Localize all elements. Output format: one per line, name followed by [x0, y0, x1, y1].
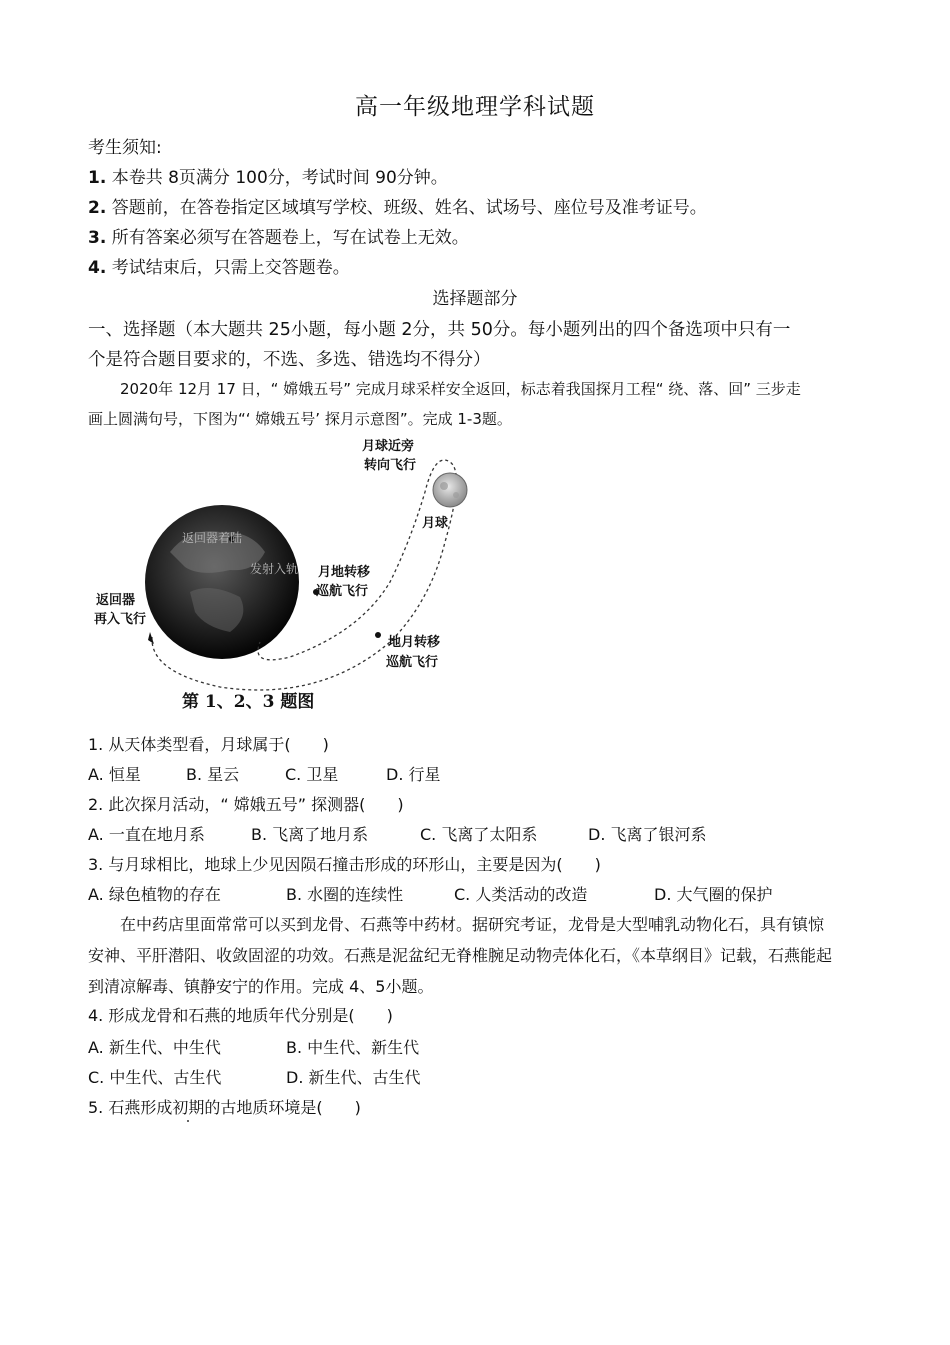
label-moon-earth-1: 月地转移 [318, 565, 371, 580]
notice-item-text: 本卷共 8页满分 100分，考试时间 90分钟。 [106, 168, 448, 188]
q4-option-d: D. 新生代、古生代 [286, 1068, 421, 1087]
notice-item-text: 答题前，在答卷指定区域填写学校、班级、姓名、试场号、座位号及准考证号。 [106, 198, 707, 218]
page-speck [187, 1120, 189, 1122]
label-launch: 发射入轨 [250, 562, 299, 576]
passage2-line2: 安神、平肝潜阳、收敛固涩的功效。石燕是泥盆纪无脊椎腕足动物壳体化石，《本草纲目》记载，石燕能起 [88, 946, 833, 965]
moon-crater [453, 492, 459, 498]
label-reentry-1: 返回器 [96, 593, 136, 608]
notice-item-4 [88, 253, 350, 278]
q1-option-b: B. 星云 [186, 765, 240, 784]
q3-option-b: B. 水圈的连续性 [286, 885, 404, 904]
change5-mission-diagram [90, 432, 490, 722]
q3-option-a: A. 绿色植物的存在 [88, 885, 221, 904]
q4-option-a: A. 新生代、中生代 [88, 1038, 221, 1057]
label-earth-moon-2: 巡航飞行 [386, 655, 439, 670]
label-moon-near-1: 月球近旁 [362, 439, 415, 454]
question-4-stem: 4. 形成龙骨和石燕的地质年代分别是( ) [88, 1006, 393, 1025]
question-2-stem: 2. 此次探月活动，“ 嫦娥五号” 探测器( ) [88, 795, 404, 814]
trajectory-arrow [148, 632, 154, 644]
label-moon: 月球 [422, 516, 449, 531]
label-moon-near-2: 转向飞行 [364, 458, 417, 473]
notice-item-number: 4. [88, 258, 107, 278]
notice-heading: 考生须知: [88, 138, 162, 158]
passage1-line1: 2020年 12月 17 日，“ 嫦娥五号” 完成月球采样安全返回，标志着我国探月工程“ 绕、落、回” 三步走 [120, 380, 801, 398]
notice-item-text: 考试结束后，只需上交答题卷。 [106, 258, 350, 278]
q2-option-b: B. 飞离了地月系 [251, 825, 369, 844]
q3-option-d: D. 大气圈的保护 [654, 885, 773, 904]
q1-option-a: A. 恒星 [88, 765, 141, 784]
q4-option-b: B. 中生代、新生代 [286, 1038, 420, 1057]
passage2-line3: 到清凉解毒、镇静安宁的作用。完成 4、5小题。 [88, 977, 434, 996]
notice-item-text: 所有答案必须写在答题卷上，写在试卷上无效。 [106, 228, 469, 248]
q1-option-c: C. 卫星 [285, 765, 339, 784]
q1-option-d: D. 行星 [386, 765, 441, 784]
part1-instruction-line2: 个是符合题目要求的，不选、多选、错选均不得分） [88, 350, 491, 370]
q3-option-c: C. 人类活动的改造 [454, 885, 588, 904]
notice-item-3 [88, 223, 469, 248]
notice-item-1 [88, 163, 448, 188]
notice-item-number: 3. [88, 228, 107, 248]
notice-item-number: 1. [88, 168, 107, 188]
moon-globe [433, 473, 467, 507]
label-reentry-2: 再入飞行 [94, 612, 147, 627]
figure-caption: 第 1、2、3 题图 [182, 692, 315, 712]
label-landing: 返回器着陆 [182, 531, 243, 545]
label-moon-earth-2: 巡航飞行 [316, 584, 369, 599]
earth-globe [145, 505, 299, 659]
passage2-line1: 在中药店里面常常可以买到龙骨、石燕等中药材。据研究考证，龙骨是大型哺乳动物化石，具有镇惊 [120, 915, 825, 934]
notice-item-2 [88, 193, 707, 218]
trajectory-marker [375, 632, 381, 638]
question-5-stem: 5. 石燕形成初期的古地质环境是( ) [88, 1098, 361, 1117]
q2-option-c: C. 飞离了太阳系 [420, 825, 538, 844]
passage1-line2: 画上圆满句号，下图为“‘ 嫦娥五号’ 探月示意图”。完成 1-3题。 [88, 410, 512, 428]
question-3-stem: 3. 与月球相比，地球上少见因陨石撞击形成的环形山，主要是因为( ) [88, 855, 601, 874]
q4-option-c: C. 中生代、古生代 [88, 1068, 222, 1087]
notice-item-number: 2. [88, 198, 107, 218]
section-heading: 选择题部分 [432, 289, 518, 309]
q2-option-a: A. 一直在地月系 [88, 825, 205, 844]
label-earth-moon-1: 地月转移 [388, 635, 441, 650]
part1-instruction-line1: 一、选择题（本大题共 25小题，每小题 2分，共 50分。每小题列出的四个备选项中只有一 [88, 320, 791, 340]
question-1-stem: 1. 从天体类型看，月球属于( ) [88, 735, 329, 754]
mission-diagram-svg [90, 432, 490, 722]
page-title: 高一年级地理学科试题 [355, 94, 595, 120]
q2-option-d: D. 飞离了银河系 [588, 825, 707, 844]
moon-crater [440, 482, 448, 490]
